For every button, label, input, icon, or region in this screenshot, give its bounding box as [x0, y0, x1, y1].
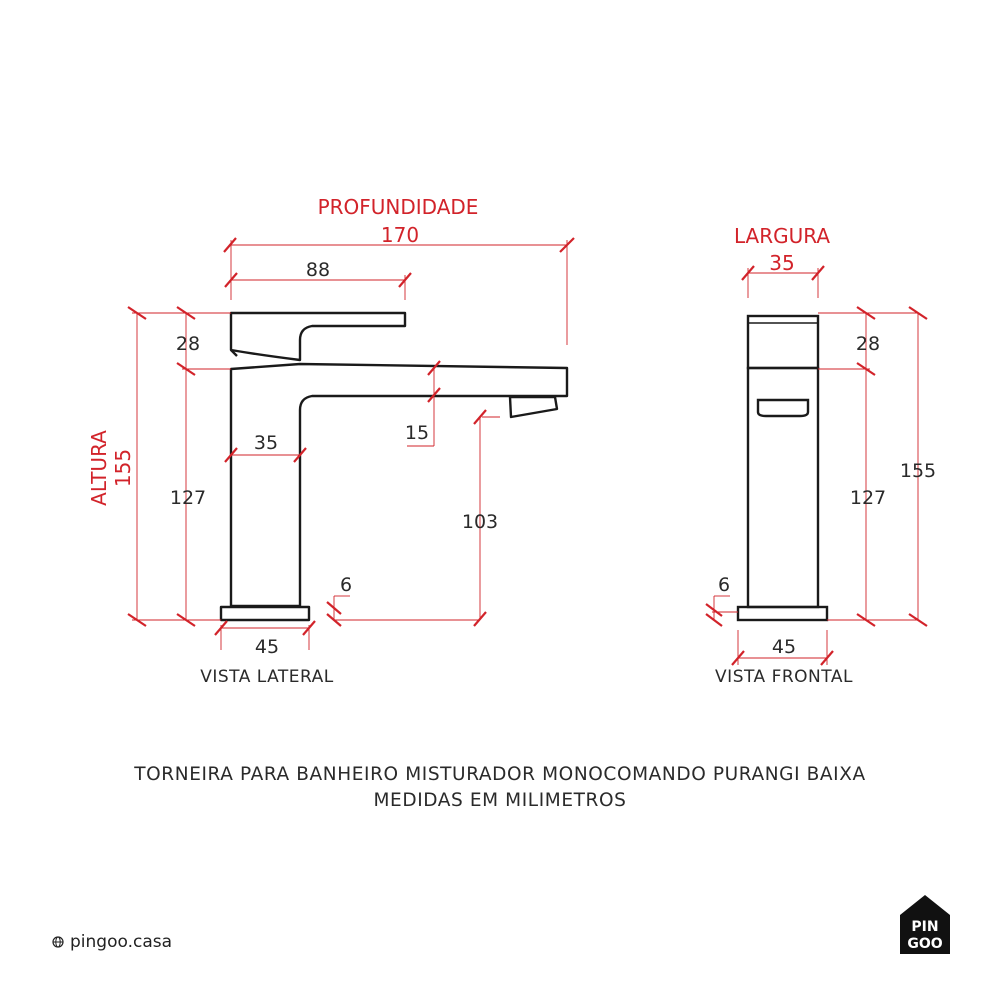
dim-handle-height: 28 — [175, 333, 201, 355]
website-text: pingoo.casa — [70, 932, 173, 952]
logo-top-text: PIN — [911, 919, 939, 935]
front-dim-handle-height: 28 — [855, 333, 881, 355]
dim-base-height: 6 — [339, 574, 353, 596]
faucet-front-view — [738, 316, 827, 620]
pingoo-logo — [899, 893, 951, 955]
caption-title: TORNEIRA PARA BANHEIRO MISTURADOR MONOCOMANDO PURANGI BAIXA — [134, 764, 866, 785]
profundidade-value: 170 — [380, 223, 420, 247]
caption-units: MEDIDAS EM MILIMETROS — [373, 790, 627, 811]
profundidade-label: PROFUNDIDADE — [317, 195, 479, 219]
altura-label: ALTURA — [87, 430, 111, 506]
dim-base-width: 45 — [254, 636, 280, 658]
largura-label: LARGURA — [733, 224, 831, 248]
dim-body-height: 127 — [169, 487, 207, 509]
front-dim-total-height: 155 — [899, 460, 937, 482]
largura-value: 35 — [769, 251, 795, 275]
front-dim-base-height: 6 — [717, 574, 731, 596]
website-link[interactable] — [52, 932, 172, 952]
logo-bottom-text: GOO — [907, 936, 943, 952]
vista-frontal-label: VISTA FRONTAL — [715, 667, 853, 687]
dimension-lines — [132, 240, 918, 665]
globe-icon — [52, 936, 64, 948]
vista-lateral-label: VISTA LATERAL — [200, 667, 334, 687]
faucet-side-view — [221, 313, 567, 620]
side-base — [221, 607, 309, 620]
dim-handle-length: 88 — [305, 259, 331, 281]
side-aerator — [510, 397, 557, 417]
dimension-ticks — [128, 238, 927, 665]
front-dim-body-height: 127 — [849, 487, 887, 509]
front-base — [738, 607, 827, 620]
dim-body-width: 35 — [253, 432, 279, 454]
dim-spout-clearance: 103 — [461, 511, 499, 533]
front-dim-base-width: 45 — [771, 636, 797, 658]
altura-value: 155 — [111, 448, 135, 488]
side-body-spout — [231, 364, 567, 606]
side-handle-lever — [231, 313, 405, 360]
front-aerator — [758, 400, 808, 416]
dim-spout-height: 15 — [404, 422, 430, 444]
